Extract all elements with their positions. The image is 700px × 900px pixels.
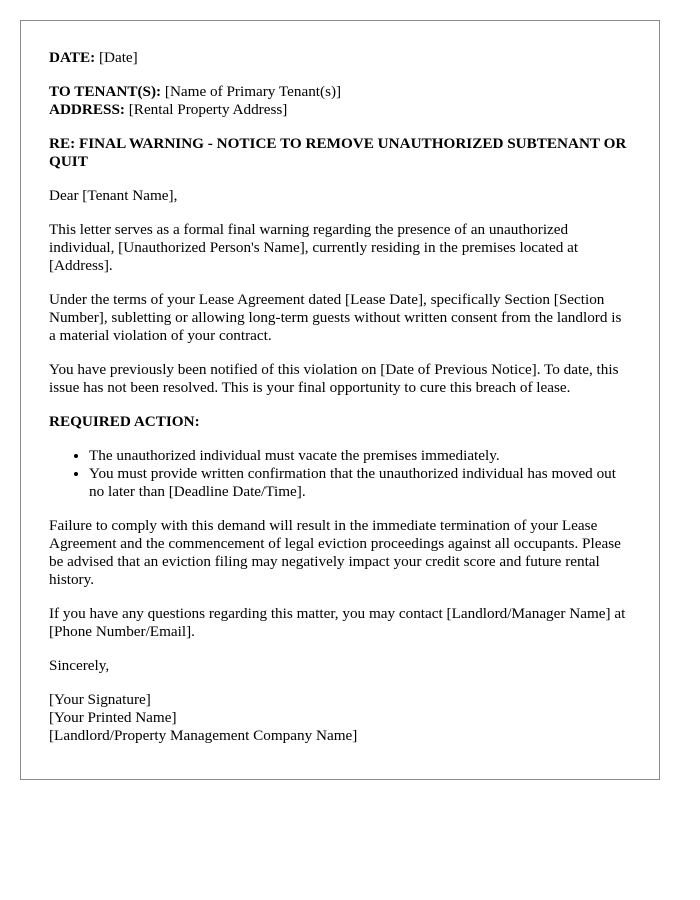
required-action-item: • The unauthorized individual must vacate the premises immediately. (89, 447, 631, 465)
to-tenant-line (49, 83, 631, 101)
required-action-item: • You must provide written confirmation that the unauthorized individual has moved out no later than [Deadline Date/Time]. (89, 465, 631, 501)
to-tenant-label: TO TENANT(S): (49, 83, 162, 100)
date-label: DATE: (49, 49, 96, 66)
company-name: [Landlord/Property Management Company Name] (49, 727, 358, 744)
paragraph-lease-terms: Under the terms of your Lease Agreement dated [Lease Date], specifically Section [Section Number], subletting or allowing long-term guests without written consent from the landlord is a material violation of your contract. (49, 291, 622, 344)
address-line (49, 101, 631, 119)
address-label: ADDRESS: (49, 101, 125, 118)
salutation: Dear [Tenant Name], (49, 187, 178, 204)
required-action-list (49, 447, 631, 501)
printed-name: [Your Printed Name] (49, 709, 177, 726)
address-value: [Rental Property Address] (124, 101, 288, 118)
paragraph-warning: This letter serves as a formal final warning regarding the presence of an unauthorized individual, [Unauthorized Person's Name], currently residing in the premises located at [Address]. (49, 221, 579, 274)
paragraph-contact: If you have any questions regarding this matter, you may contact [Landlord/Manager Name] at [Phone Number/Email]. (49, 605, 626, 640)
subject-heading: RE: FINAL WARNING - NOTICE TO REMOVE UNAUTHORIZED SUBTENANT OR QUIT (49, 135, 627, 170)
recipient-block (49, 83, 631, 119)
to-tenant-value: [Name of Primary Tenant(s)] (161, 83, 342, 100)
date-value: [Date] (95, 49, 138, 66)
signature-line: [Your Signature] (49, 691, 151, 708)
paragraph-consequences: Failure to comply with this demand will result in the immediate termination of your Lease Agreement and the commencement of legal eviction proceedings against all occupants. Please be advised that an eviction filing may negatively impact your credit score and future rental history. (49, 517, 621, 588)
signature-block (49, 691, 631, 745)
required-action-heading: REQUIRED ACTION: (49, 413, 200, 430)
letter-document (20, 20, 660, 780)
paragraph-previous-notice: You have previously been notified of this violation on [Date of Previous Notice]. To date, this issue has not been resolved. This is your final opportunity to cure this breach of lease. (49, 361, 619, 396)
closing: Sincerely, (49, 657, 110, 674)
date-line (49, 49, 631, 67)
